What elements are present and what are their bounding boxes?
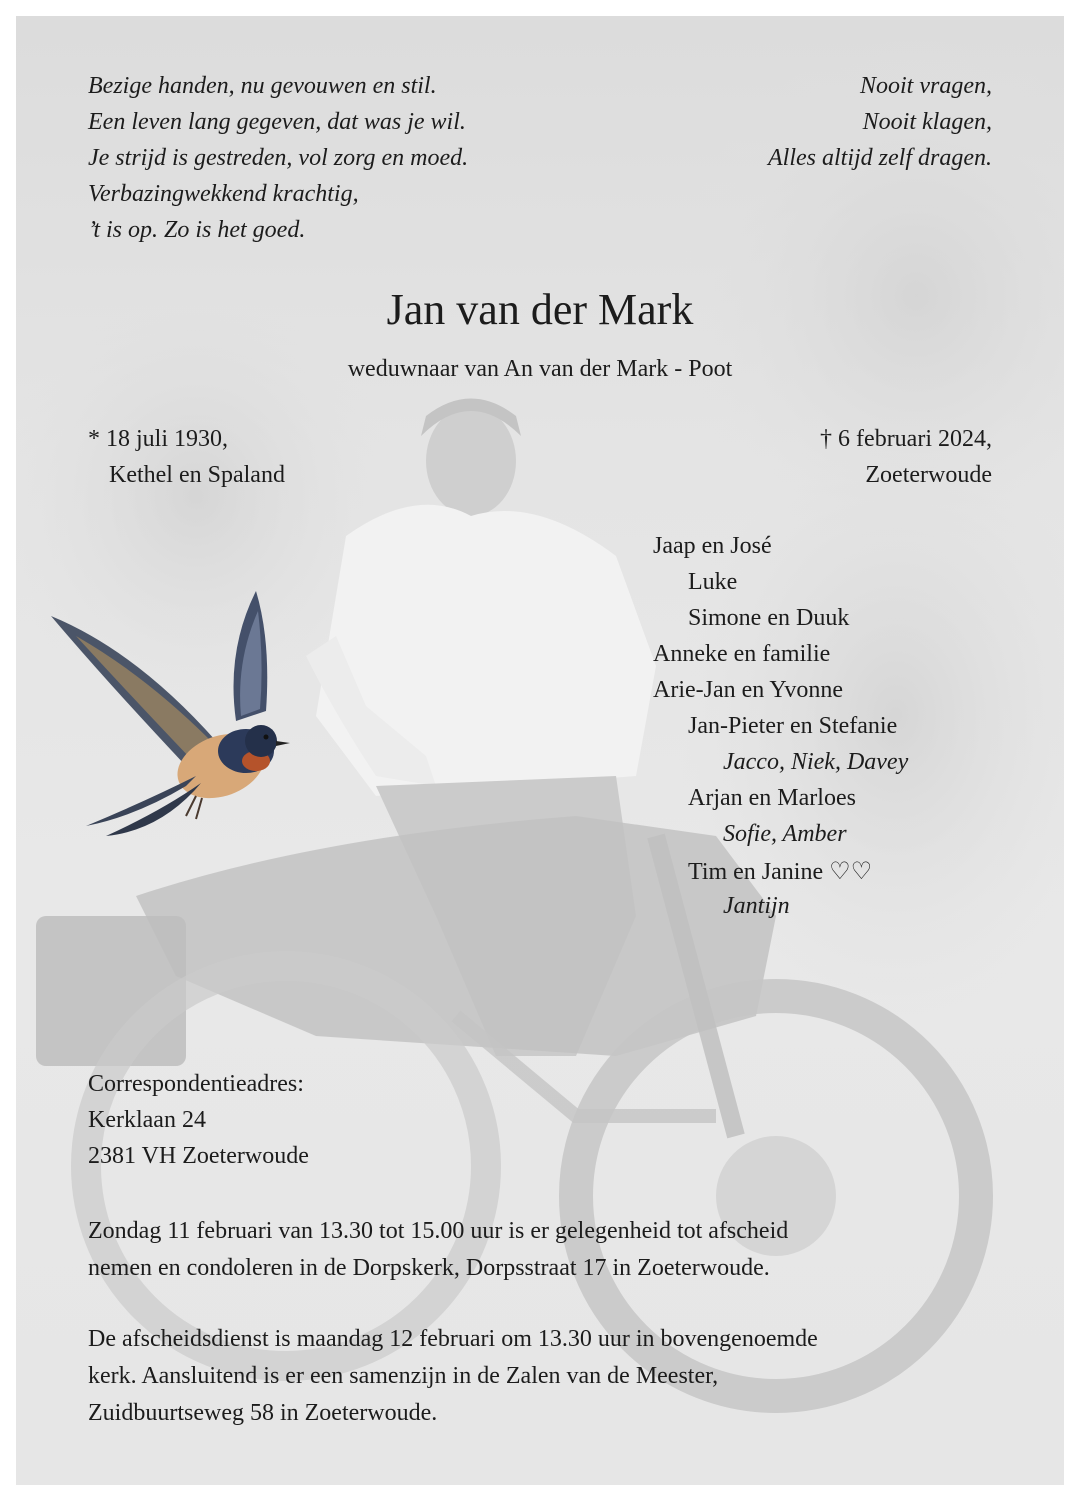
family-entry: Arie-Jan en Yvonne bbox=[653, 677, 843, 703]
family-entry: Jan-Pieter en Stefanie bbox=[688, 713, 898, 739]
family-entry: Arjan en Marloes bbox=[688, 785, 856, 811]
swallow-bird-illustration bbox=[46, 591, 291, 836]
family-entry: Jaap en José bbox=[653, 533, 772, 559]
death-place: Zoeterwoude bbox=[865, 462, 992, 488]
poem-left-line: ’t is op. Zo is het goed. bbox=[88, 217, 306, 243]
poem-left-line: Verbazingwekkend krachtig, bbox=[88, 181, 359, 207]
service-line: Zuidbuurtseweg 58 in Zoeterwoude. bbox=[88, 1400, 438, 1426]
visitation-line: Zondag 11 februari van 13.30 tot 15.00 uur is er gelegenheid tot afscheid bbox=[88, 1218, 789, 1244]
service-line: De afscheidsdienst is maandag 12 februari om 13.30 uur in bovengenoemde bbox=[88, 1326, 818, 1352]
family-entry: Tim en Janine ♡♡ bbox=[688, 859, 873, 885]
poem-right-line: Nooit vragen, bbox=[860, 73, 992, 99]
death-date: † 6 februari 2024, bbox=[820, 426, 992, 452]
poem-right-line: Nooit klagen, bbox=[862, 109, 992, 135]
family-entry: Luke bbox=[688, 569, 738, 595]
family-entry: Sofie, Amber bbox=[723, 821, 847, 847]
family-entry: Simone en Duuk bbox=[688, 605, 850, 631]
correspondence-label: Correspondentieadres: bbox=[88, 1071, 304, 1097]
poem-left-line: Een leven lang gegeven, dat was je wil. bbox=[88, 109, 466, 135]
correspondence-city: 2381 VH Zoeterwoude bbox=[88, 1143, 309, 1169]
birth-place: Kethel en Spaland bbox=[109, 462, 285, 488]
birth-date: * 18 juli 1930, bbox=[88, 426, 229, 452]
deceased-name: Jan van der Mark bbox=[386, 285, 694, 334]
visitation-line: nemen en condoleren in de Dorpskerk, Dorpsstraat 17 in Zoeterwoude. bbox=[88, 1255, 770, 1281]
poem-left-line: Je strijd is gestreden, vol zorg en moed. bbox=[88, 145, 469, 171]
service-line: kerk. Aansluitend is er een samenzijn in de Zalen van de Meester, bbox=[88, 1363, 719, 1389]
death-notice-card bbox=[16, 16, 1064, 1485]
poem-right-line: Alles altijd zelf dragen. bbox=[768, 145, 992, 171]
correspondence-street: Kerklaan 24 bbox=[88, 1107, 206, 1133]
family-entry: Jacco, Niek, Davey bbox=[723, 749, 909, 775]
family-entry: Jantijn bbox=[723, 893, 790, 919]
poem-left-line: Bezige handen, nu gevouwen en stil. bbox=[88, 73, 437, 99]
widower-line: weduwnaar van An van der Mark - Poot bbox=[347, 356, 733, 382]
family-entry: Anneke en familie bbox=[653, 641, 831, 667]
